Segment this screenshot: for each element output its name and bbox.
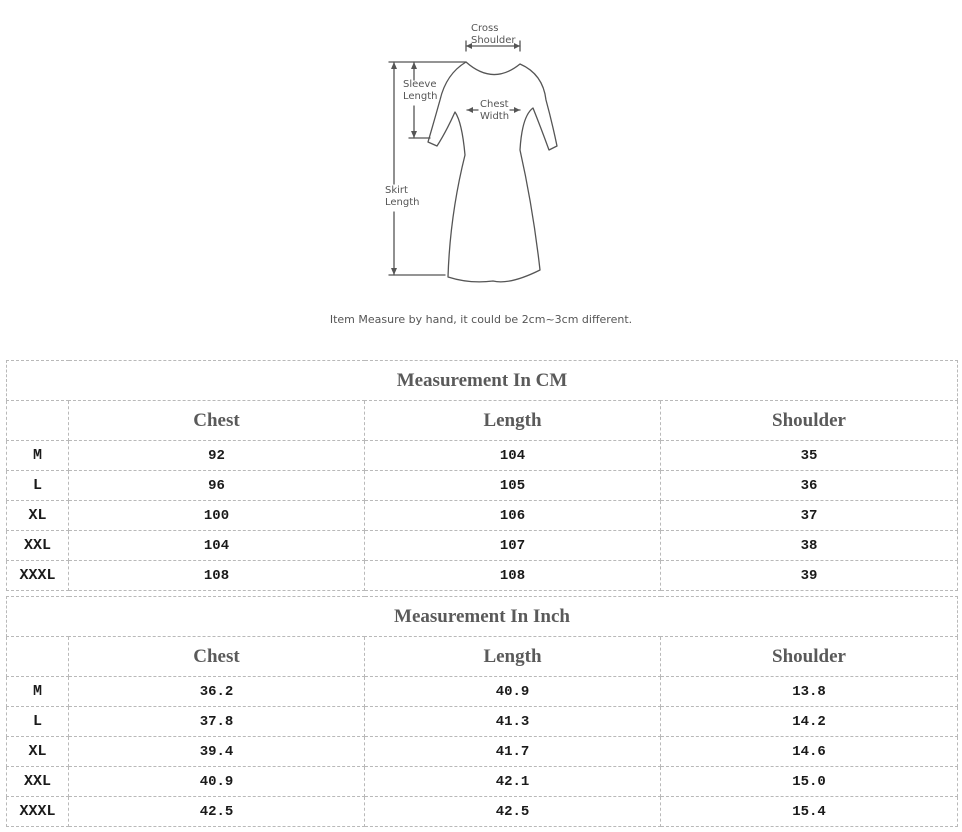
shoulder-cell: 13.8 — [661, 677, 958, 707]
table-row — [7, 531, 958, 561]
size-table-cm — [6, 360, 958, 591]
length-cell: 40.9 — [365, 677, 661, 707]
table-row — [7, 471, 958, 501]
size-cell: M — [7, 441, 69, 471]
table-row — [7, 737, 958, 767]
size-cell: XXXL — [7, 561, 69, 591]
shoulder-cell: 15.0 — [661, 767, 958, 797]
table-row — [7, 707, 958, 737]
size-cell: XL — [7, 737, 69, 767]
shoulder-cell: 38 — [661, 531, 958, 561]
header-cell: Shoulder — [661, 401, 958, 441]
shoulder-cell: 35 — [661, 441, 958, 471]
table-header-row — [7, 637, 958, 677]
chest-cell: 100 — [69, 501, 365, 531]
table-row — [7, 797, 958, 827]
chest-cell: 39.4 — [69, 737, 365, 767]
shoulder-cell: 37 — [661, 501, 958, 531]
header-cell: Length — [365, 637, 661, 677]
size-cell: XXL — [7, 531, 69, 561]
length-cell: 107 — [365, 531, 661, 561]
header-cell — [7, 401, 69, 441]
header-cell: Chest — [69, 637, 365, 677]
shoulder-cell: 15.4 — [661, 797, 958, 827]
shoulder-cell: 14.2 — [661, 707, 958, 737]
table-row — [7, 561, 958, 591]
table-row — [7, 677, 958, 707]
size-cell: XL — [7, 501, 69, 531]
size-cell: XXXL — [7, 797, 69, 827]
size-table-inch — [6, 596, 958, 827]
sleeve-length-label: Sleeve Length — [403, 79, 438, 102]
table-row — [7, 767, 958, 797]
shoulder-cell: 14.6 — [661, 737, 958, 767]
shoulder-cell: 39 — [661, 561, 958, 591]
length-cell: 41.7 — [365, 737, 661, 767]
chest-cell: 92 — [69, 441, 365, 471]
chest-width-label: Chest Width — [480, 99, 510, 122]
cross-shoulder-label: Cross Shoulder — [471, 23, 516, 46]
table-title: Measurement In CM — [7, 361, 958, 401]
skirt-length-label: Skirt Length — [385, 185, 420, 208]
chest-cell: 36.2 — [69, 677, 365, 707]
chest-cell: 108 — [69, 561, 365, 591]
length-cell: 41.3 — [365, 707, 661, 737]
chest-cell: 96 — [69, 471, 365, 501]
header-cell — [7, 637, 69, 677]
length-cell: 42.5 — [365, 797, 661, 827]
table-title: Measurement In Inch — [7, 597, 958, 637]
length-cell: 106 — [365, 501, 661, 531]
measurement-note: Item Measure by hand, it could be 2cm~3cm different. — [329, 313, 633, 326]
header-cell: Shoulder — [661, 637, 958, 677]
shoulder-cell: 36 — [661, 471, 958, 501]
size-cell: M — [7, 677, 69, 707]
length-cell: 42.1 — [365, 767, 661, 797]
length-cell: 108 — [365, 561, 661, 591]
table-row — [7, 501, 958, 531]
size-cell: L — [7, 707, 69, 737]
chest-cell: 42.5 — [69, 797, 365, 827]
size-cell: XXL — [7, 767, 69, 797]
length-cell: 104 — [365, 441, 661, 471]
dress-measurement-diagram — [0, 0, 962, 300]
size-cell: L — [7, 471, 69, 501]
chest-cell: 104 — [69, 531, 365, 561]
length-cell: 105 — [365, 471, 661, 501]
chest-cell: 40.9 — [69, 767, 365, 797]
table-row — [7, 441, 958, 471]
table-header-row — [7, 401, 958, 441]
chest-cell: 37.8 — [69, 707, 365, 737]
header-cell: Length — [365, 401, 661, 441]
header-cell: Chest — [69, 401, 365, 441]
